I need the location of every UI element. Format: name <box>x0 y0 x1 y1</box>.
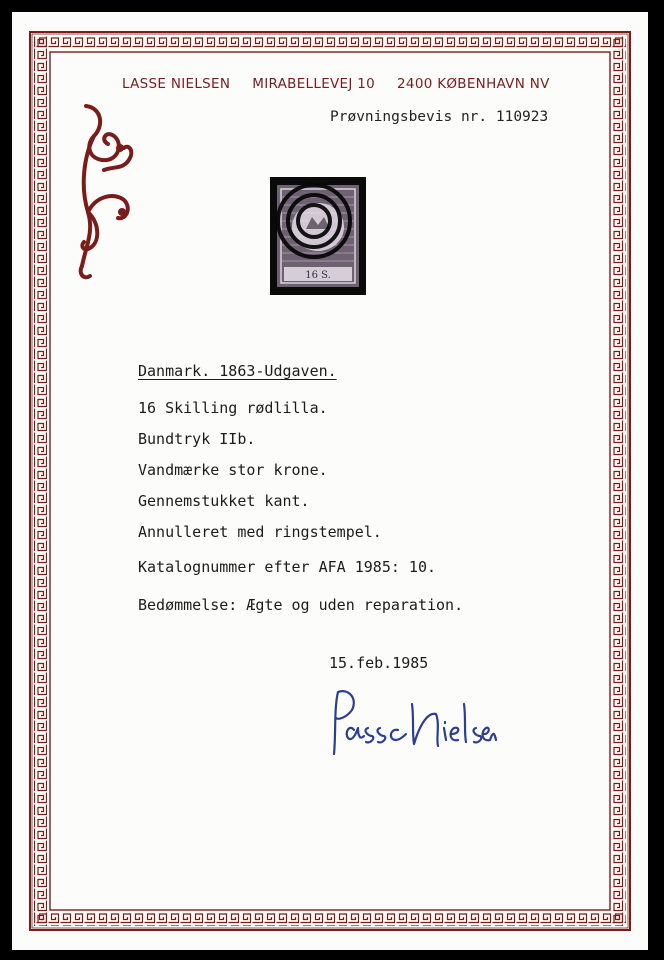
signature <box>328 684 498 764</box>
letterhead-city: 2400 KØBENHAVN NV <box>397 76 550 92</box>
issue-date: 15.feb.1985 <box>329 654 429 672</box>
assessment: Bedømmelse: Ægte og uden reparation. <box>138 596 464 614</box>
letterhead <box>122 76 572 92</box>
certificate-sheet <box>12 12 648 950</box>
description-line: Annulleret med ringstempel. <box>138 523 382 541</box>
description-title: Danmark. 1863-Udgaven. <box>138 362 337 380</box>
stamp-denomination: 16 S. <box>305 270 331 281</box>
description-line: 16 Skilling rødlilla. <box>138 399 328 417</box>
description-line: Bundtryk IIb. <box>138 430 256 448</box>
stamp-image <box>270 177 366 295</box>
certificate-number: Prøvningsbevis nr. 110923 <box>330 109 549 125</box>
scroll-ornament-icon <box>74 96 144 286</box>
description-line: Vandmærke stor krone. <box>138 461 328 479</box>
description-line: Gennemstukket kant. <box>138 492 310 510</box>
letterhead-street: MIRABELLEVEJ 10 <box>252 76 376 92</box>
letterhead-name: LASSE NIELSEN <box>122 76 231 92</box>
catalog-number: Katalognummer efter AFA 1985: 10. <box>138 558 437 576</box>
